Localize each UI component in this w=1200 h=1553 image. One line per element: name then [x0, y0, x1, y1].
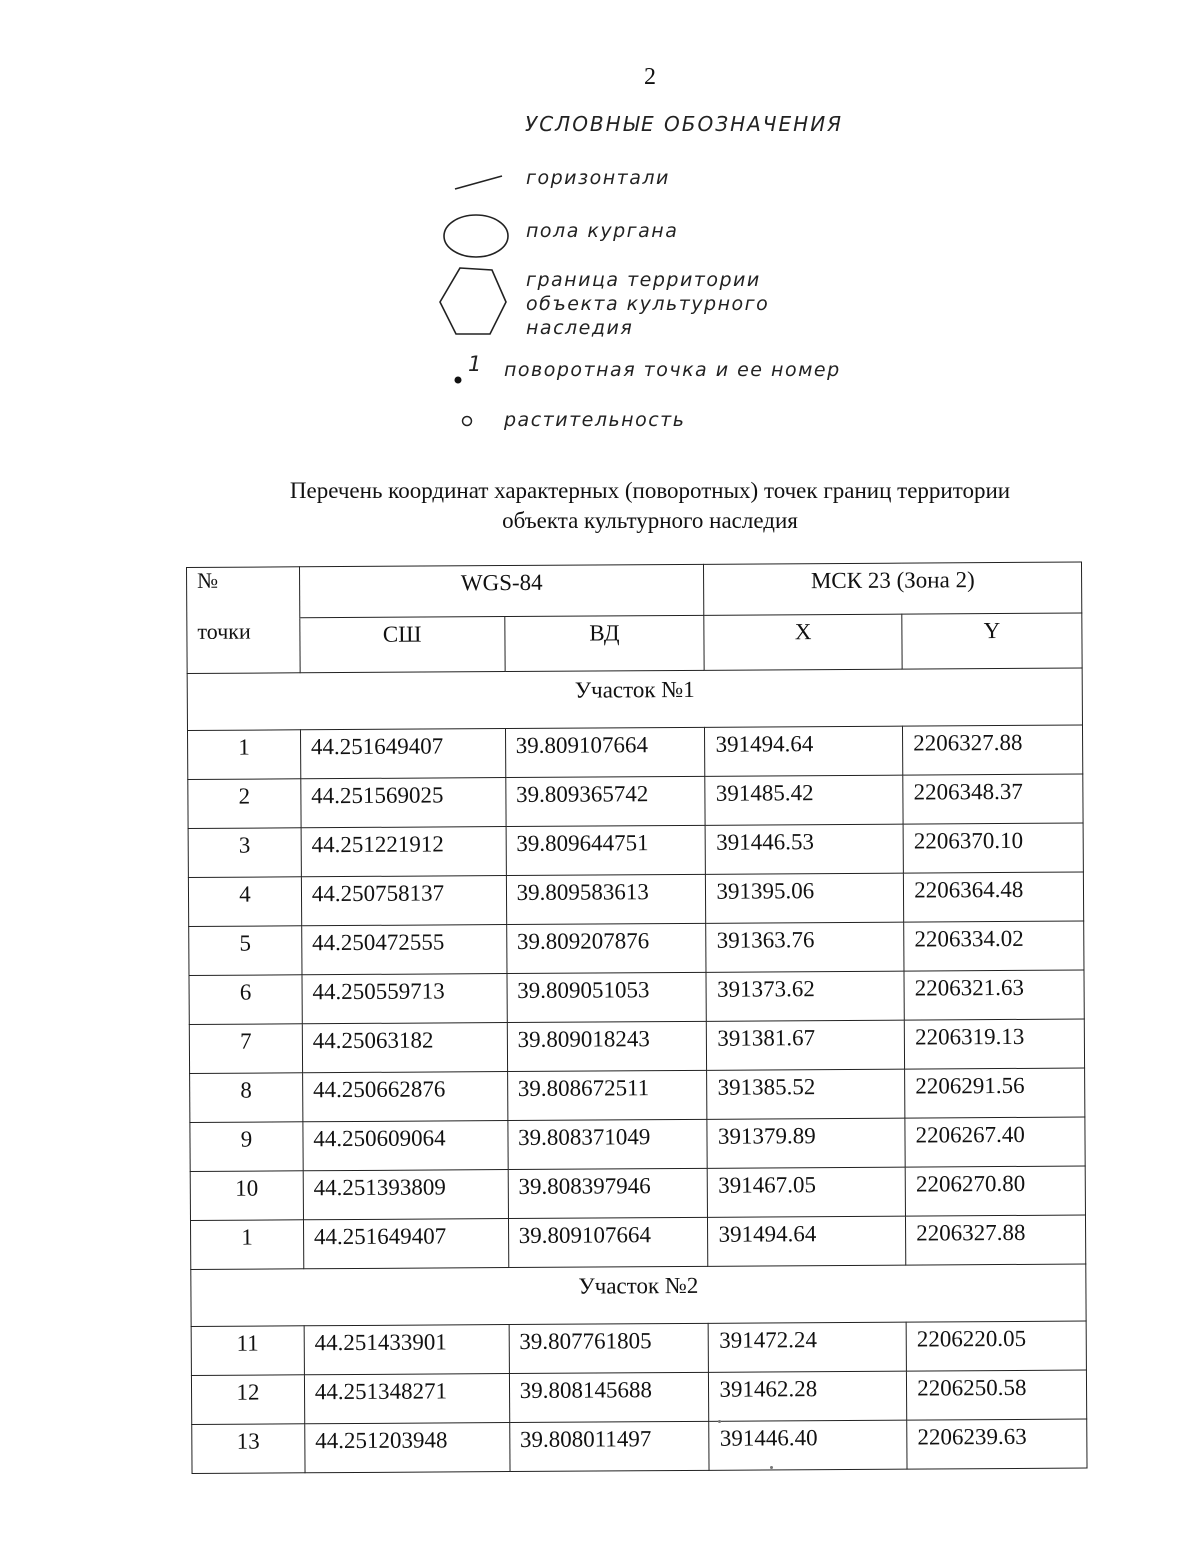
table-row: [192, 1419, 1087, 1473]
y-coordinate-cell: 2206220.05: [906, 1321, 1086, 1371]
longitude-cell: 39.809018243: [507, 1021, 707, 1071]
longitude-cell: 39.807761805: [509, 1323, 709, 1373]
x-coordinate-cell: 391462.28: [709, 1371, 907, 1421]
table-heading: [180, 476, 1120, 536]
header-point-number-top: №: [187, 567, 300, 619]
y-coordinate-cell: 2206250.58: [907, 1370, 1087, 1420]
point-number-cell: 1: [190, 1220, 303, 1270]
legend-title: УСЛОВНЫЕ ОБОЗНАЧЕНИЯ: [525, 112, 844, 136]
point-number-cell: 1: [187, 730, 300, 780]
table-heading-line2: объекта культурного наследия: [502, 508, 798, 533]
latitude-cell: 44.250758137: [301, 876, 506, 926]
scan-speck: [770, 1466, 773, 1469]
y-coordinate-cell: 2206239.63: [907, 1419, 1087, 1469]
y-coordinate-cell: 2206364.48: [904, 872, 1084, 922]
longitude-cell: 39.809107664: [508, 1217, 708, 1267]
point-number-cell: 11: [191, 1326, 304, 1376]
table-row: [191, 1321, 1086, 1375]
y-coordinate-cell: 2206327.88: [903, 725, 1083, 775]
header-latitude: СШ: [300, 617, 505, 673]
hexagon-icon: [434, 264, 514, 340]
table-row: [188, 872, 1083, 926]
x-coordinate-cell: 391385.52: [707, 1069, 905, 1119]
longitude-cell: 39.809051053: [507, 972, 707, 1022]
latitude-cell: 44.250609064: [303, 1121, 508, 1171]
table-row: [190, 1215, 1085, 1269]
table-row: [191, 1370, 1086, 1424]
y-coordinate-cell: 2206267.40: [905, 1117, 1085, 1167]
latitude-cell: 44.251221912: [301, 827, 506, 877]
table-row: [190, 1117, 1085, 1171]
latitude-cell: 44.250472555: [302, 925, 507, 975]
y-coordinate-cell: 2206327.88: [906, 1215, 1086, 1265]
x-coordinate-cell: 391485.42: [705, 775, 903, 825]
legend-label-turning-point: поворотная точка и ее номер: [504, 359, 841, 381]
point-number-cell: 12: [191, 1375, 304, 1425]
y-coordinate-cell: 2206319.13: [904, 1019, 1084, 1069]
latitude-cell: 44.251433901: [304, 1325, 509, 1375]
header-point-number-bottom: точки: [187, 618, 300, 674]
coordinates-table: [186, 562, 1088, 1474]
x-coordinate-cell: 391395.06: [706, 873, 904, 923]
legend-label-boundary-1: граница территории: [526, 269, 761, 291]
y-coordinate-cell: 2206348.37: [903, 774, 1083, 824]
point-number-cell: 13: [192, 1424, 305, 1474]
longitude-cell: 39.808011497: [509, 1421, 709, 1471]
section-row: [191, 1264, 1086, 1326]
longitude-cell: 39.809365742: [505, 776, 705, 826]
longitude-cell: 39.808397946: [508, 1168, 708, 1218]
point-number-cell: 10: [190, 1171, 303, 1221]
longitude-cell: 39.808371049: [508, 1119, 708, 1169]
point-number-cell: 6: [189, 975, 302, 1025]
longitude-cell: 39.809583613: [506, 874, 706, 924]
table-row: [187, 725, 1082, 779]
latitude-cell: 44.251649407: [300, 729, 505, 779]
legend-label-contours: горизонтали: [526, 167, 670, 189]
header-wgs84: WGS-84: [299, 564, 704, 617]
ellipse-icon: [440, 210, 512, 262]
section-row: [187, 668, 1082, 730]
y-coordinate-cell: 2206334.02: [904, 921, 1084, 971]
longitude-cell: 39.808145688: [509, 1372, 709, 1422]
table-row: [188, 774, 1083, 828]
longitude-cell: 39.808672511: [507, 1070, 707, 1120]
y-coordinate-cell: 2206321.63: [904, 970, 1084, 1020]
x-coordinate-cell: 391381.67: [707, 1020, 905, 1070]
table-row: [190, 1068, 1085, 1122]
x-coordinate-cell: 391446.40: [709, 1420, 907, 1470]
latitude-cell: 44.251203948: [305, 1423, 510, 1473]
contour-line-icon: [452, 170, 508, 194]
turning-point-marker: 1: [468, 352, 483, 376]
header-x: X: [704, 614, 902, 670]
vegetation-circle-icon: [460, 414, 474, 428]
latitude-cell: 44.251569025: [301, 778, 506, 828]
x-coordinate-cell: 391494.64: [705, 726, 903, 776]
turning-point-icon: [452, 374, 464, 386]
latitude-cell: 44.250662876: [302, 1072, 507, 1122]
latitude-cell: 44.251393809: [303, 1170, 508, 1220]
legend-label-mound: пола кургана: [526, 220, 679, 242]
point-number-cell: 8: [190, 1073, 303, 1123]
table-row: [189, 921, 1084, 975]
header-y: Y: [902, 613, 1082, 669]
section-title: Участок №2: [191, 1264, 1086, 1326]
header-longitude: ВД: [504, 615, 704, 671]
y-coordinate-cell: 2206291.56: [905, 1068, 1085, 1118]
x-coordinate-cell: 391467.05: [708, 1167, 906, 1217]
legend-label-boundary-2: объекта культурного: [526, 293, 770, 315]
x-coordinate-cell: 391373.62: [706, 971, 904, 1021]
latitude-cell: 44.251649407: [303, 1219, 508, 1269]
longitude-cell: 39.809644751: [506, 825, 706, 875]
x-coordinate-cell: 391494.64: [708, 1216, 906, 1266]
point-number-cell: 7: [189, 1024, 302, 1074]
section-title: Участок №1: [187, 668, 1082, 730]
header-msk23: МСК 23 (Зона 2): [704, 562, 1082, 615]
table-row: [189, 970, 1084, 1024]
page-number: 2: [644, 64, 656, 90]
longitude-cell: 39.809107664: [505, 727, 705, 777]
latitude-cell: 44.250559713: [302, 974, 507, 1024]
table-row: [190, 1166, 1085, 1220]
x-coordinate-cell: 391472.24: [709, 1322, 907, 1372]
longitude-cell: 39.809207876: [506, 923, 706, 973]
x-coordinate-cell: 391363.76: [706, 922, 904, 972]
x-coordinate-cell: 391379.89: [707, 1118, 905, 1168]
latitude-cell: 44.25063182: [302, 1023, 507, 1073]
point-number-cell: 2: [188, 779, 301, 829]
table-body: [187, 668, 1087, 1473]
table-row: [189, 1019, 1084, 1073]
x-coordinate-cell: 391446.53: [706, 824, 904, 874]
table-header: [187, 562, 1083, 673]
table-heading-line1: Перечень координат характерных (поворотных) точек границ территории: [289, 478, 1011, 503]
y-coordinate-cell: 2206270.80: [905, 1166, 1085, 1216]
point-number-cell: 9: [190, 1122, 303, 1172]
point-number-cell: 5: [189, 926, 302, 976]
scan-speck: [718, 1420, 721, 1423]
point-number-cell: 4: [188, 877, 301, 927]
legend-label-vegetation: растительность: [504, 409, 686, 431]
point-number-cell: 3: [188, 828, 301, 878]
latitude-cell: 44.251348271: [304, 1374, 509, 1424]
table-row: [188, 823, 1083, 877]
legend-label-boundary-3: наследия: [526, 317, 634, 339]
y-coordinate-cell: 2206370.10: [903, 823, 1083, 873]
